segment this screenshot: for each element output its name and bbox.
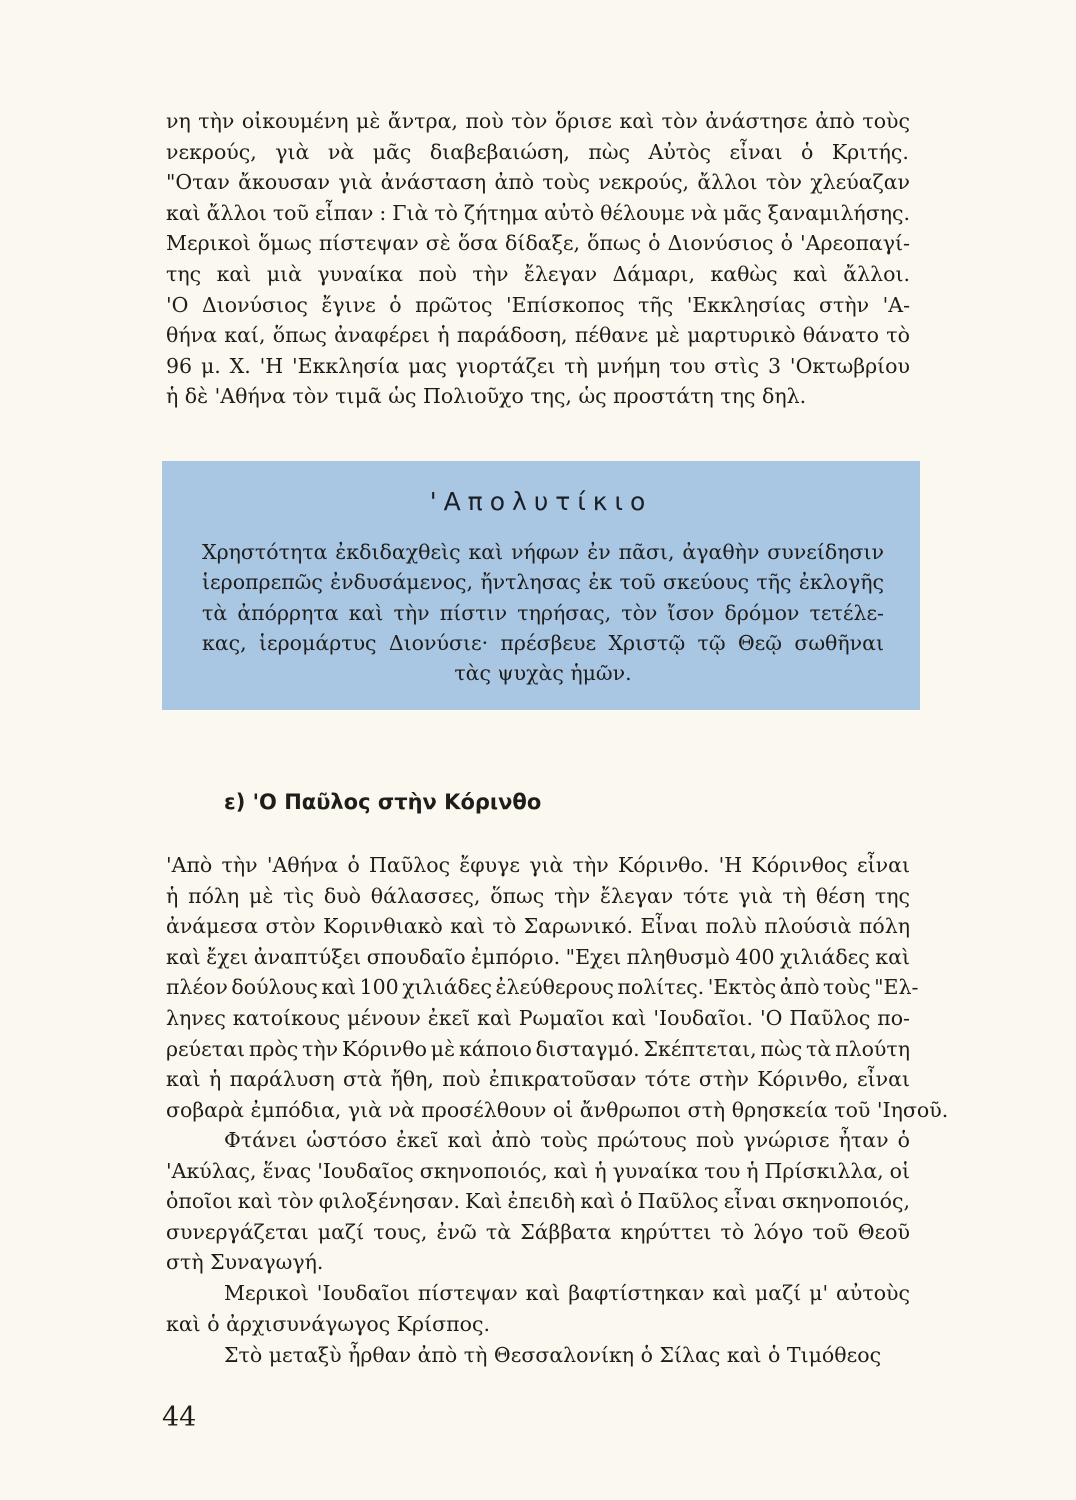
text-line: Μερικοὶ ὅμως πίστεψαν σὲ ὅσα δίδαξε, ὅπως ὁ Διονύσιος ὁ 'Αρεοπαγί- — [166, 231, 910, 256]
hymn-line: κας, ἱερομάρτυς Διονύσιε· πρέσβευε Χριστῷ τῷ Θεῷ σωθῆναι — [202, 630, 884, 655]
baptism-paragraph — [166, 1278, 910, 1339]
hymn-line: τὰ ἀπόρρητα καὶ τὴν πίστιν τηρήσας, τὸν ἴσον δρόμον τετέλε- — [202, 600, 884, 625]
apolytikio-text — [202, 537, 884, 688]
text-line: 'Απὸ τὴν 'Αθήνα ὁ Παῦλος ἔφυγε γιὰ τὴν Κόρινθο. 'Η Κόρινθος εἶναι — [166, 853, 910, 877]
text-line: 96 μ. Χ. 'Η 'Εκκλησία μας γιορτάζει τὴ μνήμη του στὶς 3 'Οκτωβρίου — [166, 353, 910, 378]
apolytikio-box — [162, 461, 920, 710]
text-line: 'Ακύλας, ἕνας 'Ιουδαῖος σκηνοποιός, καὶ ἡ γυναίκα του ἡ Πρίσκιλλα, οἱ — [166, 1158, 910, 1183]
hymn-line: Χρηστότητα ἐκδιδαχθεὶς καὶ νήφων ἐν πᾶσι, ἀγαθὴν συνείδησιν — [202, 540, 884, 564]
text-line: καὶ ἄλλοι τοῦ εἶπαν : Γιὰ τὸ ζήτημα αὐτὸ θέλουμε νὰ μᾶς ξαναμιλήσης. — [166, 200, 910, 225]
hymn-line: ἱεροπρεπῶς ἐνδυσάμενος, ἤντλησας ἐκ τοῦ σκεύους τῆς ἐκλογῆς — [202, 570, 884, 595]
text-line: 'Ο Διονύσιος ἔγινε ὁ πρῶτος 'Επίσκοπος τῆς 'Εκκλησίας στὴν 'Α- — [166, 292, 910, 317]
silas-paragraph — [166, 1340, 910, 1371]
text-line: Στὸ μεταξὺ ἦρθαν ἀπὸ τὴ Θεσσαλονίκη ὁ Σίλας καὶ ὁ Τιμόθεος — [224, 1343, 882, 1367]
text-line: ἡ δὲ 'Αθήνα τὸν τιμᾶ ὡς Πολιοῦχο της, ὡς προστάτη της δηλ. — [166, 384, 807, 409]
text-line: στὴ Συναγωγή. — [166, 1250, 324, 1275]
text-line: "Οταν ἄκουσαν γιὰ ἀνάσταση ἀπὸ τοὺς νεκρούς, ἄλλοι τὸν χλεύαζαν — [166, 170, 910, 195]
text-line: Μερικοὶ 'Ιουδαῖοι πίστεψαν καὶ βαφτίστηκαν καὶ μαζί μ' αὐτοὺς — [224, 1281, 910, 1305]
section-heading: ε) 'Ο Παῦλος στὴν Κόρινθο — [224, 790, 542, 814]
text-line: θήνα καί, ὅπως ἀναφέρει ἡ παράδοση, πέθανε μὲ μαρτυρικὸ θάνατο τὸ — [166, 323, 910, 348]
text-line: πλέον δούλους καὶ 100 χιλιάδες ἐλεύθερους πολίτες. 'Εκτὸς ἀπὸ τοὺς "Ελ- — [166, 975, 919, 1000]
text-line: της καὶ μιὰ γυναίκα ποὺ τὴν ἔλεγαν Δάμαρι, καθὼς καὶ ἄλλοι. — [166, 261, 910, 286]
page-number: 44 — [162, 1402, 197, 1433]
text-line: νη τὴν οἰκουμένη μὲ ἄντρα, ποὺ τὸν ὅρισε καὶ τὸν ἀνάστησε ἀπὸ τοὺς — [166, 109, 910, 133]
text-line: ρεύεται πρὸς τὴν Κόρινθο μὲ κάποιο δισταγμό. Σκέπτεται, πὼς τὰ πλούτη — [166, 1036, 910, 1061]
text-line: καὶ ἔχει ἀναπτύξει σπουδαῖο ἐμπόριο. "Εχει πληθυσμὸ 400 χιλιάδες καὶ — [166, 944, 910, 969]
text-line: Φτάνει ὡστόσο ἐκεῖ καὶ ἀπὸ τοὺς πρώτους ποὺ γνώρισε ἦταν ὁ — [224, 1128, 910, 1152]
apolytikio-title: 'Απολυτίκιο — [429, 487, 653, 516]
text-line: ληνες κατοίκους μένουν ἐκεῖ καὶ Ρωμαῖοι καὶ 'Ιουδαῖοι. 'Ο Παῦλος πο- — [166, 1005, 910, 1030]
text-line: συνεργάζεται μαζί τους, ἐνῶ τὰ Σάββατα κηρύττει τὸ λόγο τοῦ Θεοῦ — [166, 1219, 910, 1244]
text-line: καὶ ὁ ἀρχισυνάγωγος Κρίσπος. — [166, 1311, 490, 1336]
corinth-paragraph — [166, 850, 949, 1125]
hymn-line: τὰς ψυχὰς ἡμῶν. — [454, 661, 632, 686]
aquila-paragraph — [166, 1125, 910, 1278]
intro-paragraph — [166, 106, 910, 412]
text-line: ἡ πόλη μὲ τὶς δυὸ θάλασσες, ὅπως τὴν ἔλεγαν τότε γιὰ τὴ θέση της — [166, 883, 910, 908]
text-line: ἀνάμεσα στὸν Κορινθιακὸ καὶ τὸ Σαρωνικό. Εἶναι πολὺ πλούσιὰ πόλη — [166, 914, 910, 939]
text-line: ὁποῖοι καὶ τὸν φιλοξένησαν. Καὶ ἐπειδὴ καὶ ὁ Παῦλος εἶναι σκηνοποιός, — [166, 1189, 910, 1214]
text-line: καὶ ἡ παράλυση στὰ ἤθη, ποὺ ἐπικρατοῦσαν τότε στὴν Κόρινθο, εἶναι — [166, 1067, 910, 1092]
text-line: σοβαρὰ ἐμπόδια, γιὰ νὰ προσέλθουν οἱ ἄνθρωποι στὴ θρησκεία τοῦ 'Ιησοῦ. — [166, 1097, 949, 1122]
text-line: νεκρούς, γιὰ νὰ μᾶς διαβεβαιώση, πὼς Αὐτὸς εἶναι ὁ Κριτής. — [166, 139, 909, 164]
